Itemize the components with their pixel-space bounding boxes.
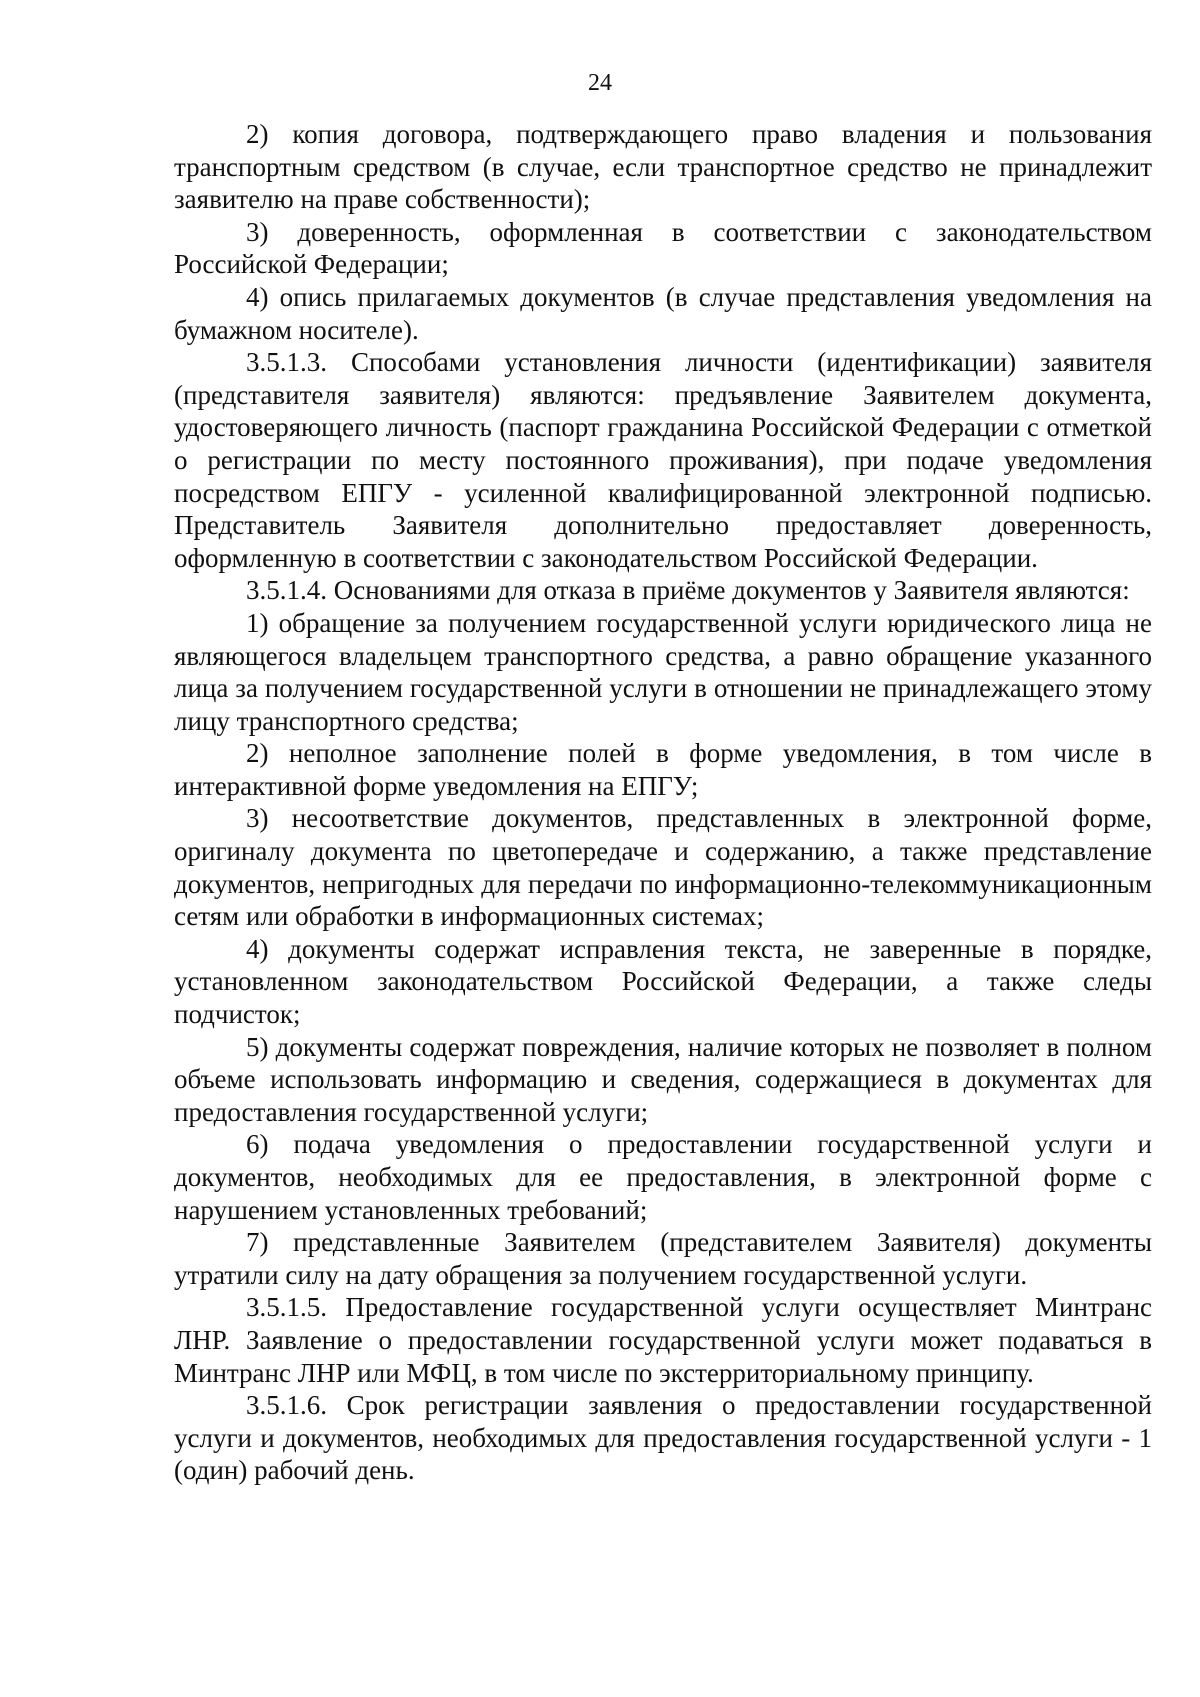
- paragraph-3-5-1-5: 3.5.1.5. Предоставление государственной услуги осуществляет Минтранс ЛНР. Заявление о предоставлении государственной услуги может подаваться в Минтранс ЛНР или МФЦ, в том числе по экстерриториальному принципу.: [174, 1292, 1152, 1388]
- refusal-ground-6: 6) подача уведомления о предоставлении государственной услуги и документов, необходимых для ее предоставления, в электронной форме с нарушением установленных требований;: [174, 1129, 1152, 1225]
- refusal-ground-5: 5) документы содержат повреждения, наличие которых не позволяет в полном объеме использовать информацию и сведения, содержащиеся в документах для предоставления государственной услуги;: [174, 1031, 1152, 1127]
- paragraph-item-3-power-of-attorney: 3) доверенность, оформленная в соответствии с законодательством Российской Федерации;: [174, 216, 1152, 280]
- document-body: [174, 118, 1152, 1487]
- paragraph-3-5-1-6: 3.5.1.6. Срок регистрации заявления о предоставлении государственной услуги и документов, необходимых для предоставления государственной услуги - 1 (один) рабочий день.: [174, 1390, 1152, 1486]
- refusal-ground-3: 3) несоответствие документов, представленных в электронной форме, оригиналу документа по цветопередаче и содержанию, а также представление документов, непригодных для передачи по информационно-телекоммуникационным сетям или обработки в информационных системах;: [174, 803, 1152, 932]
- refusal-ground-7: 7) представленные Заявителем (представителем Заявителя) документы утратили силу на дату обращения за получением государственной услуги.: [174, 1227, 1152, 1290]
- refusal-ground-2: 2) неполное заполнение полей в форме уведомления, в том числе в интерактивной форме уведомления на ЕПГУ;: [174, 738, 1152, 801]
- refusal-ground-4: 4) документы содержат исправления текста, не заверенные в порядке, установленном законодательством Российской Федерации, а также следы подчисток;: [174, 933, 1152, 1030]
- page-number: 24: [588, 70, 612, 96]
- refusal-ground-1: 1) обращение за получением государственной услуги юридического лица не являющегося владельцем транспортного средства, а равно обращение указанного лица за получением государственной услуги в отношении не принадлежащего этому лицу транспортного средства;: [174, 607, 1152, 736]
- paragraph-3-5-1-3: 3.5.1.3. Способами установления личности (идентификации) заявителя (представителя заявителя) являются: предъявление Заявителем документа, удостоверяющего личность (паспорт гражданина Российской Федерации с отметкой о регистрации по месту постоянного проживания), при подаче уведомления посредством ЕПГУ - усиленной квалифицированной электронной подписью. Представитель Заявителя дополнительно предоставляет доверенность, оформленную в соответствии с законодательством Российской Федерации.: [174, 347, 1152, 573]
- paragraph-3-5-1-4: 3.5.1.4. Основаниями для отказа в приёме документов у Заявителя являются:: [246, 575, 1130, 606]
- paragraph-item-4-inventory: 4) опись прилагаемых документов (в случае представления уведомления на бумажном носителе).: [174, 281, 1152, 345]
- paragraph-item-2-lease-contract: 2) копия договора, подтверждающего право владения и пользования транспортным средством (в случае, если транспортное средство не принадлежит заявителю на праве собственности);: [174, 119, 1152, 215]
